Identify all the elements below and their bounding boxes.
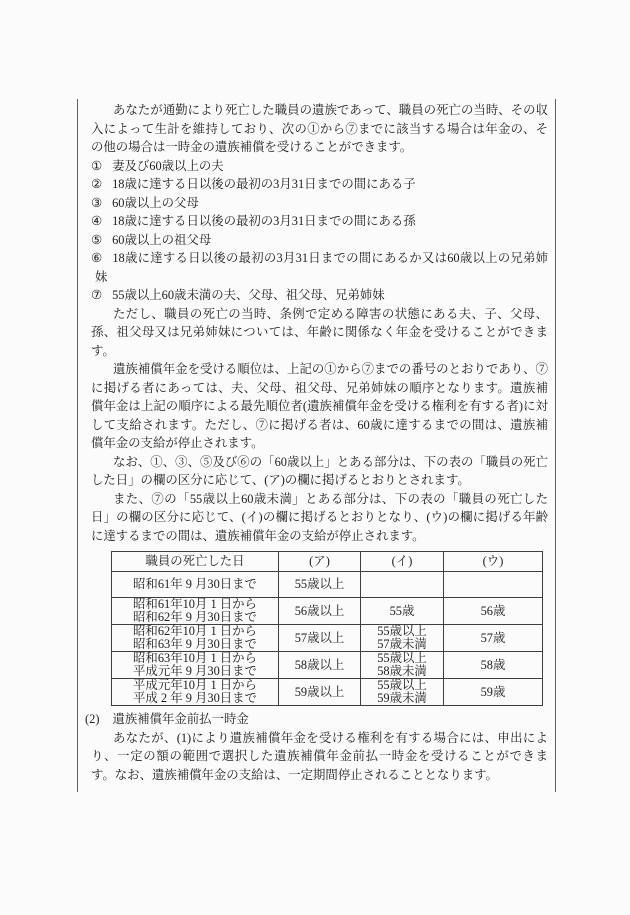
- item-text: 18歳に達する日以後の最初の3月31日までの間にあるか又は60歳以上の兄弟姉妹: [95, 251, 549, 284]
- cell-death-date: 昭和61年10月 1 日から 昭和62年 9 月30日まで: [112, 598, 279, 625]
- beneficiary-item-4: [91, 212, 548, 231]
- beneficiary-item-1: [91, 157, 548, 176]
- cell-a: 57歳以上: [279, 625, 361, 652]
- cell-i: 55歳以上 57歳未満: [361, 625, 444, 652]
- cell-a: 59歳以上: [279, 679, 361, 706]
- item-marker: ③: [91, 195, 103, 210]
- col-header-death-date: 職員の死亡した日: [112, 552, 279, 572]
- beneficiary-item-2: [91, 175, 548, 194]
- cell-death-date: 昭和63年10月 1 日から 平成元年 9 月30日まで: [112, 652, 279, 679]
- paragraph-proviso: ただし、職員の死亡の当時、条例で定める障害の状態にある夫、子、父母、孫、祖父母又は兄弟姉妹については、年齢に関係なく年金を受けることができます。: [91, 306, 548, 358]
- document-page: [77, 99, 556, 792]
- paragraph-note-columns-b-c: また、⑦の「55歳以上60歳未満」とある部分は、下の表の「職員の死亡した日」の欄の区分に応じて、(イ)の欄に掲げるとおりとなり、(ウ)の欄に掲げる年齢に達するまでの間は、遺族補償年金の支給が停止されます。: [91, 491, 548, 543]
- item-marker: ⑦: [91, 288, 103, 302]
- item-marker: ⑤: [91, 232, 103, 247]
- beneficiary-item-6: [91, 249, 548, 286]
- table-row: [112, 652, 543, 679]
- cell-a: 56歳以上: [279, 598, 361, 625]
- paragraph-priority-order: 遺族補償年金を受ける順位は、上記の①から⑦までの番号のとおりであり、⑦に掲げる者にあっては、夫、父母、祖父母、兄弟姉妹の順序となります。遺族補償年金は上記の順序による最先順位者(遺族補償年金を受ける権利を有する者)に対して支給されます。ただし、⑦に掲げる者は、60歳に達するまでの間は、遺族補償年金の支給が停止されます。: [91, 362, 548, 450]
- section-2-title: 遺族補償年金前払一時金: [112, 712, 249, 726]
- table-row: [112, 572, 543, 598]
- item-marker: ②: [91, 177, 103, 191]
- section-2-heading: [85, 710, 548, 729]
- cell-a: 55歳以上: [279, 572, 361, 598]
- section-2-number: (2): [85, 712, 100, 726]
- cell-u: 57歳: [444, 625, 543, 652]
- table-header-row: [112, 552, 543, 572]
- section-2-paragraph: あなたが、(1)により遺族補償年金を受ける権利を有する場合には、申出により、一定の額の範囲で選択した遺族補償年金前払一時金を受けることができます。なお、遺族補償年金の支給は、一定期間停止されることとなります。: [91, 730, 548, 782]
- cell-death-date: 昭和62年10月 1 日から 昭和63年 9 月30日まで: [112, 625, 279, 652]
- cell-i: 55歳以上 58歳未満: [361, 652, 444, 679]
- col-header-u: (ウ): [444, 552, 543, 572]
- cell-u: 59歳: [444, 679, 543, 706]
- beneficiary-item-7: [91, 286, 548, 305]
- item-marker: ⑥: [91, 251, 103, 265]
- death-date-age-table: [111, 551, 543, 706]
- item-text: 18歳に達する日以後の最初の3月31日までの間にある孫: [112, 214, 416, 228]
- col-header-i: (イ): [361, 552, 444, 572]
- cell-i: [361, 572, 444, 598]
- item-marker: ④: [91, 214, 103, 228]
- item-text: 60歳以上の祖父母: [112, 232, 212, 247]
- beneficiary-item-3: [91, 194, 548, 213]
- item-marker: ①: [91, 158, 103, 173]
- cell-u: 56歳: [444, 598, 543, 625]
- cell-u: [444, 572, 543, 598]
- item-text: 55歳以上60歳未満の夫、父母、祖父母、兄弟姉妹: [112, 288, 385, 302]
- table-row: [112, 598, 543, 625]
- table-row: [112, 625, 543, 652]
- col-header-a: (ア): [279, 552, 361, 572]
- paragraph-note-column-a: なお、①、③、⑤及び⑥の「60歳以上」とある部分は、下の表の「職員の死亡した日」の欄の区分に応じて、(ア)の欄に掲げるとおりとされます。: [91, 454, 548, 487]
- item-text: 60歳以上の父母: [112, 195, 199, 210]
- table-row: [112, 679, 543, 706]
- cell-a: 58歳以上: [279, 652, 361, 679]
- item-text: 18歳に達する日以後の最初の3月31日までの間にある子: [112, 177, 416, 191]
- beneficiary-item-5: [91, 231, 548, 250]
- cell-i: 55歳以上 59歳未満: [361, 679, 444, 706]
- cell-death-date: 昭和61年 9 月30日まで: [112, 572, 279, 598]
- cell-u: 58歳: [444, 652, 543, 679]
- item-text: 妻及び60歳以上の夫: [112, 158, 224, 173]
- cell-death-date: 平成元年10月 1 日から 平成 2 年 9 月30日まで: [112, 679, 279, 706]
- intro-paragraph: あなたが通勤により死亡した職員の遺族であって、職員の死亡の当時、その収入によって生計を維持しており、次の①から⑦までに該当する場合は年金の、その他の場合は一時金の遺族補償を受けることができます。: [91, 103, 548, 154]
- cell-i: 55歳: [361, 598, 444, 625]
